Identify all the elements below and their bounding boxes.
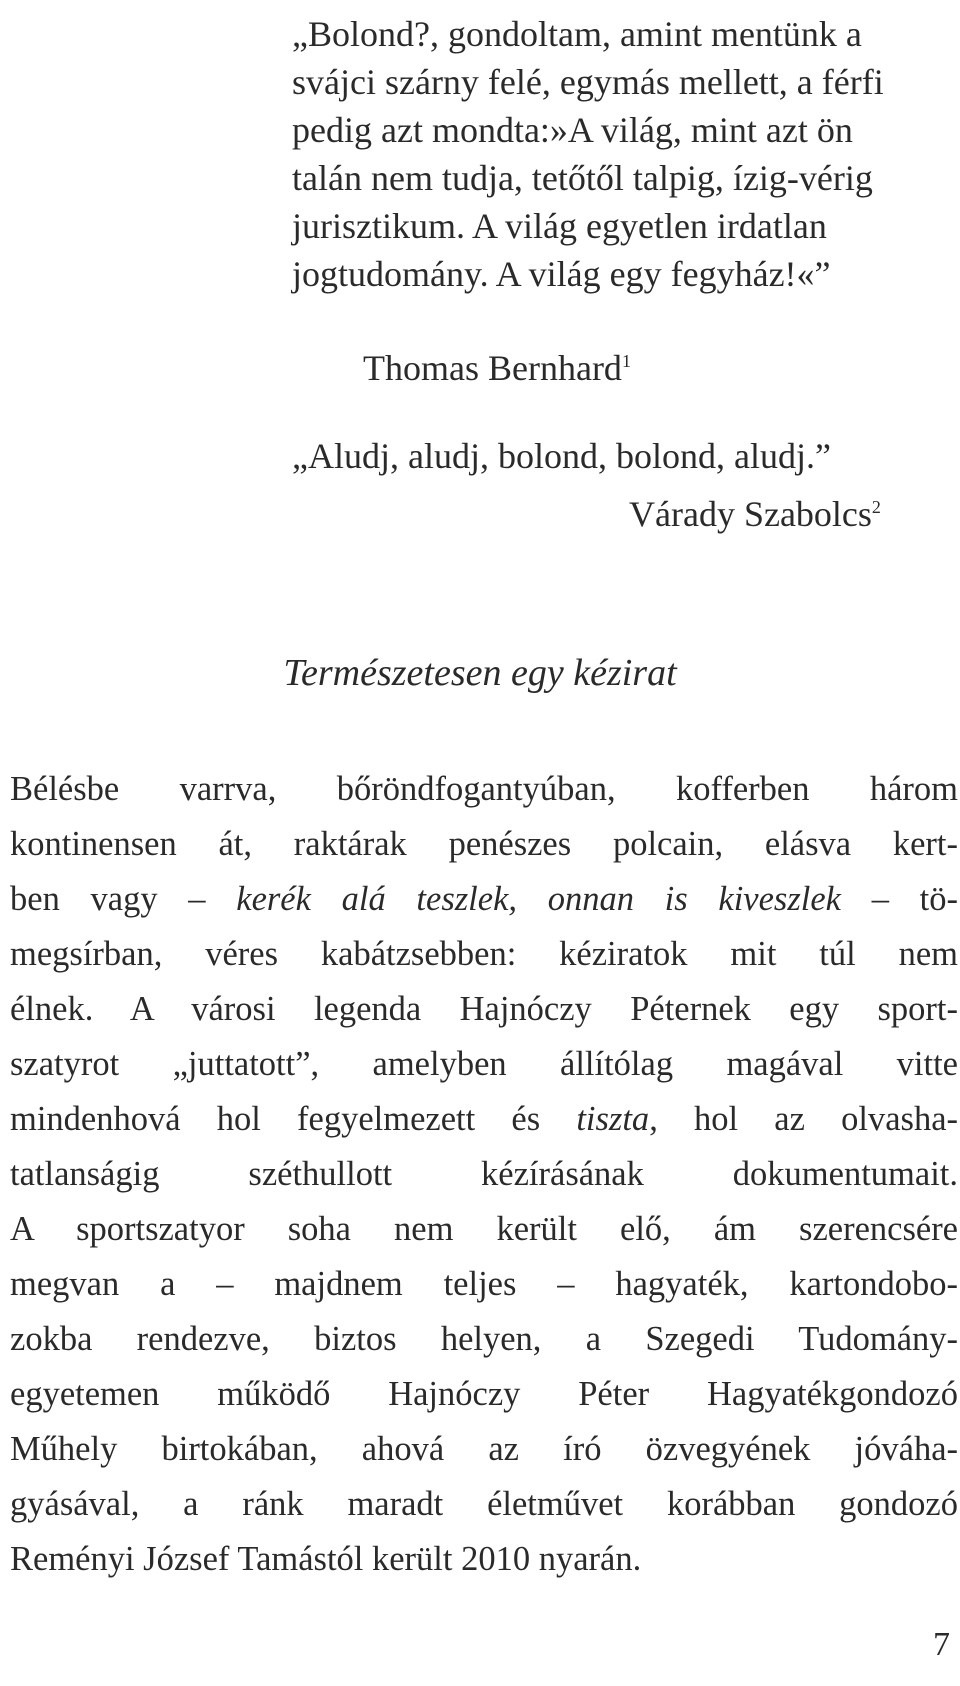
body-line: egyetemen működő Hajnóczy Péter Hagyatékgondozó — [10, 1375, 958, 1413]
epigraph-line: jogtudomány. A világ egy fegyház!«” — [292, 254, 831, 294]
footnote-marker[interactable]: 1 — [621, 351, 631, 371]
epigraph-author: Várady Szabolcs — [629, 494, 872, 534]
epigraph-author: Thomas Bernhard — [363, 348, 622, 388]
epigraph-line: pedig azt mondta:»A világ, mint azt ön — [292, 110, 853, 150]
footnote-marker[interactable]: 2 — [871, 497, 881, 517]
italic-phrase: kerék alá teszlek, onnan is kiveszlek — [236, 880, 841, 918]
body-line: zokba rendezve, biztos helyen, a Szegedi Tudomány- — [10, 1320, 958, 1358]
epigraph-quote-1 — [292, 10, 960, 298]
body-line: Műhely birtokában, ahová az író özvegyének jóváha- — [10, 1430, 958, 1468]
body-line: megvan a – majdnem teljes – hagyaték, kartondobo- — [10, 1265, 958, 1303]
epigraph-text: „Aludj, aludj, bolond, bolond, aludj.” — [292, 436, 831, 476]
body-line: A sportszatyor soha nem került elő, ám szerencsére — [10, 1210, 958, 1248]
body-segment: – tö- — [840, 880, 958, 918]
epigraph-line: talán nem tudja, tetőtől talpig, ízig-vérig — [292, 158, 873, 198]
epigraph-line: jurisztikum. A világ egyetlen irdatlan — [292, 206, 827, 246]
body-line: gyásával, a ránk maradt életművet korábban gondozó — [10, 1485, 958, 1523]
body-line: tatlanságig széthullott kézírásának dokumentumait. — [10, 1155, 958, 1193]
body-line: megsírban, véres kabátzsebben: kéziratok mit túl nem — [10, 935, 958, 973]
body-paragraph — [10, 762, 958, 1587]
page-number: 7 — [933, 1626, 950, 1663]
body-segment: ben vagy – — [10, 880, 237, 918]
body-line: kontinensen át, raktárak penészes polcain, elásva kert- — [10, 825, 958, 863]
italic-word: tiszta — [576, 1100, 650, 1138]
body-segment: , hol az olvasha- — [649, 1100, 959, 1138]
epigraph-quote-2 — [292, 432, 960, 480]
section-title: Természetesen egy kézirat — [283, 652, 677, 694]
epigraph-attribution-1 — [363, 344, 631, 392]
body-line — [10, 1092, 958, 1147]
epigraph-attribution-2 — [629, 490, 881, 538]
body-line: élnek. A városi legenda Hajnóczy Péternek egy sport- — [10, 990, 958, 1028]
body-line: Reményi József Tamástól került 2010 nyarán. — [10, 1540, 642, 1578]
body-line — [10, 872, 958, 927]
body-segment: mindenhová hol fegyelmezett és — [10, 1100, 577, 1138]
body-line: szatyrot „juttatott”, amelyben állítólag magával vitte — [10, 1045, 958, 1083]
epigraph-line: svájci szárny felé, egymás mellett, a férfi — [292, 62, 884, 102]
body-line: Bélésbe varrva, bőröndfogantyúban, kofferben három — [10, 770, 958, 808]
epigraph-line: „Bolond?, gondoltam, amint mentünk a — [292, 14, 862, 54]
